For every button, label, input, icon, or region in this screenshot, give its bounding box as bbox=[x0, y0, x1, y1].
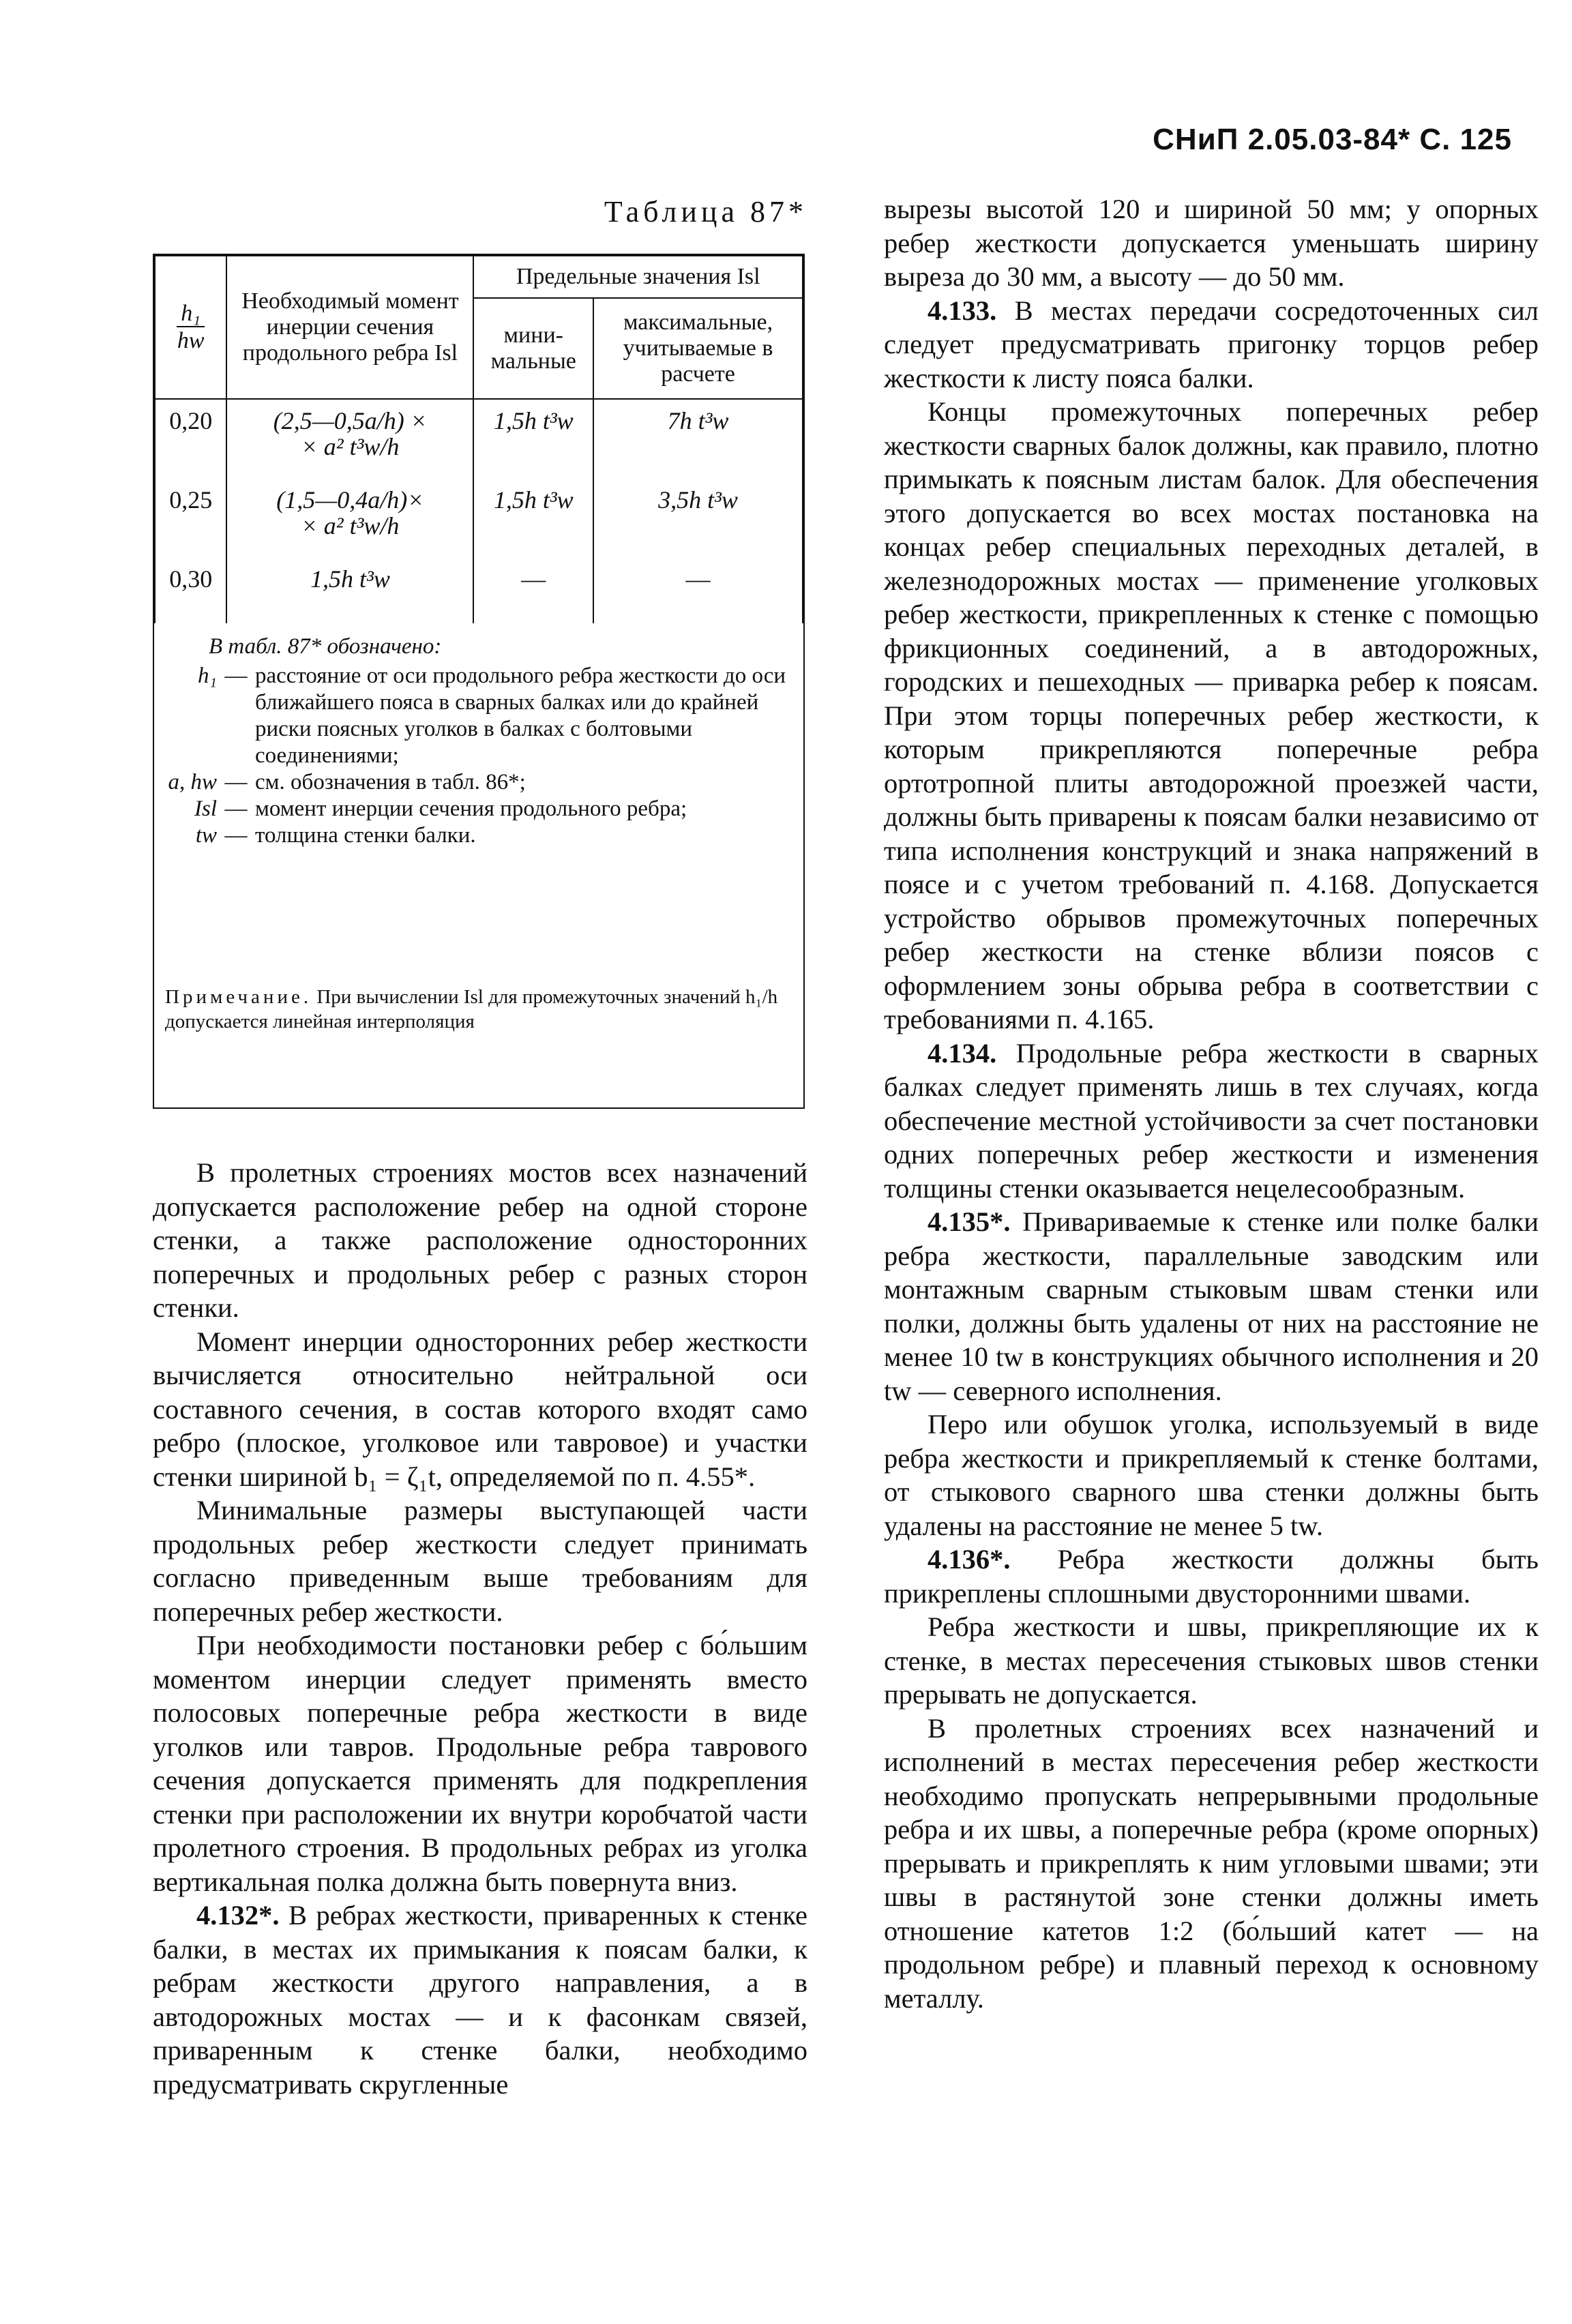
clause-number: 4.132*. bbox=[196, 1900, 280, 1931]
moment-value bbox=[226, 399, 473, 484]
clause-number: 4.136*. bbox=[928, 1544, 1011, 1575]
moment-line-1: 1,5h t³w bbox=[310, 565, 390, 593]
moment-line-1: (2,5—0,5a/h) × bbox=[273, 407, 428, 434]
legend-text: момент инерции сечения продольного ребра; bbox=[255, 796, 687, 821]
clause-text: Привариваемые к стенке или полке балки ребра жесткости, параллельные заводским или монтажным сварным стыковым швам стенки или полки, должны быть удалены от них на расстояние не менее 10 tw в конструкциях обычного исполнения и 20 tw — северного исполнения. bbox=[884, 1206, 1539, 1406]
table-row bbox=[155, 484, 803, 563]
moment-line-2: × a² t³w/h bbox=[301, 433, 400, 460]
table-row bbox=[155, 399, 803, 484]
clause-text: Ребра жесткости должны быть прикреплены сплошными двусторонними швами. bbox=[884, 1544, 1539, 1609]
moment-line-1: (1,5—0,4a/h)× bbox=[276, 486, 424, 513]
clause-number: 4.135*. bbox=[928, 1206, 1011, 1237]
paragraph: В пролетных строениях всех назначений и исполнений в местах пересечения ребер жесткости необходимо пропускать непрерывными продольные ребра и их швы, а поперечные ребра (кроме опорных) прерывать и прикреплять к ним угловыми швами; эти швы в растянутой зоне стенки должны иметь отношение катетов 1:2 (бо́льший катет — на продольном ребре) и плавный переход к основному металлу. bbox=[884, 1712, 1539, 2014]
legend-symbol: a, hw bbox=[168, 770, 217, 794]
clause-number: 4.134. bbox=[928, 1037, 997, 1069]
legend-item: a, hw — см. обозначения в табл. 86*; bbox=[154, 769, 803, 796]
ratio-numerator: h₁ bbox=[177, 301, 205, 327]
clause-number: 4.133. bbox=[928, 295, 997, 326]
header-ratio-cell bbox=[155, 256, 226, 399]
header-moment-cell: Необходимый момент инерции сечения продольного ребра Isl bbox=[226, 256, 473, 399]
clause-4-136 bbox=[884, 1543, 1539, 1610]
header-max-cell: максимальные, учитываемые в расчете bbox=[593, 298, 803, 399]
legend-item: tw — толщина стенки балки. bbox=[154, 822, 803, 849]
clause-4-134 bbox=[884, 1037, 1539, 1206]
paragraph: В пролетных строениях мостов всех назначений допускается расположение ребер на одной стороне стенки, а также расположение односторонних поперечных и продольных ребер с разных сторон стенки. bbox=[153, 1157, 807, 1323]
ratio-denominator: hw bbox=[177, 328, 205, 353]
note-text: При вычислении Isl для промежуточных значений h₁/h допускается линейная интерполяция bbox=[165, 986, 778, 1032]
table-row bbox=[155, 563, 803, 623]
table-87 bbox=[154, 255, 803, 623]
moment-value bbox=[226, 484, 473, 563]
table-note bbox=[154, 985, 799, 1034]
paragraph: Ребра жесткости и швы, прикрепляющие их к стенке, в местах пересечения стыковых швов стенки прерывать не допускается. bbox=[884, 1611, 1539, 1710]
paragraph: Концы промежуточных поперечных ребер жесткости сварных балок должны, как правило, плотно примыкать к поясным листам балок. Для обеспечения этого допускается во всех мостах постановка на концах ребер специальных переходных деталей, в железнодорожных мостах — применение уголковых ребер жесткости, прикрепленных к стенке с помощью фрикционных соединений, а в автодорожных, городских и пешеходных — приварка ребер к поясам. При этом торцы поперечных ребер жесткости, к которым прикрепляются поперечные ребра ортотропной плиты автодорожной проезжей части, должны быть приварены к поясам балки независимо от типа исполнения конструкций и знака напряжений в поясе и с учетом требований п. 4.168. Допускается устройство обрывов промежуточных поперечных ребер жесткости на стенке вблизи поясов с оформлением зоны обрыва ребра в соответствии с требованиями п. 4.165. bbox=[884, 396, 1539, 1034]
clause-4-135 bbox=[884, 1205, 1539, 1407]
paragraph: Минимальные размеры выступающей части продольных ребер жесткости следует принимать согласно приведенным выше требованиям для поперечных ребер жесткости. bbox=[153, 1495, 807, 1627]
min-value: — bbox=[473, 563, 593, 623]
table-87-frame bbox=[153, 254, 805, 1109]
moment-value bbox=[226, 563, 473, 623]
right-column bbox=[884, 192, 1539, 2015]
ratio-fraction bbox=[177, 300, 205, 355]
legend-text: см. обозначения в табл. 86*; bbox=[255, 770, 526, 794]
table-legend bbox=[154, 634, 803, 849]
paragraph: вырезы высотой 120 и шириной 50 мм; у опорных ребер жесткости допускается уменьшать ширину выреза до 30 мм, а высоту — до 50 мм. bbox=[884, 194, 1539, 292]
legend-text: расстояние от оси продольного ребра жесткости до оси ближайшего пояса в сварных балках или до крайней риски поясных уголков в балках с болтовыми соединениями; bbox=[255, 664, 786, 768]
ratio-value: 0,30 bbox=[155, 563, 226, 623]
ratio-value: 0,20 bbox=[155, 399, 226, 484]
clause-text: В ребрах жесткости, приваренных к стенке балки, в местах их примыкания к поясам балки, к ребрам жесткости другого направления, а в автодорожных мостах — и к фасонкам связей, приваренным к стенке балки, необходимо предусматривать скругленные bbox=[153, 1900, 808, 2100]
header-limits-group: Предельные значения Isl bbox=[473, 256, 803, 298]
min-value: 1,5h t³w bbox=[473, 484, 593, 563]
legend-symbol: tw bbox=[195, 823, 217, 848]
legend-item: h₁ — расстояние от оси продольного ребра жесткости до оси ближайшего пояса в сварных балках или до крайней риски поясных уголков в балках с болтовыми соединениями; bbox=[154, 663, 803, 769]
max-value: 3,5h t³w bbox=[593, 484, 803, 563]
legend-item: Isl — момент инерции сечения продольного ребра; bbox=[154, 796, 803, 822]
header-min-cell: мини-мальные bbox=[473, 298, 593, 399]
max-value: — bbox=[593, 563, 803, 623]
note-label: Примечание. bbox=[165, 986, 312, 1008]
clause-4-133 bbox=[884, 294, 1539, 396]
ratio-value: 0,25 bbox=[155, 484, 226, 563]
paragraph: При необходимости постановки ребер с бо́льшим моментом инерции следует применять вместо полосовых поперечные ребра жесткости в виде уголков или тавров. Продольные ребра таврового сечения допускается применять для подкрепления стенки при расположении их внутри коробчатой части пролетного строения. В продольных ребрах из уголка вертикальная полка должна быть повернута вниз. bbox=[153, 1630, 807, 1897]
moment-line-2: × a² t³w/h bbox=[301, 512, 400, 539]
legend-symbol: h₁ bbox=[198, 664, 217, 688]
legend-text: толщина стенки балки. bbox=[255, 823, 476, 848]
max-value: 7h t³w bbox=[593, 399, 803, 484]
legend-title: В табл. 87* обозначено: bbox=[209, 634, 442, 659]
paragraph: Момент инерции односторонних ребер жесткости вычисляется относительно нейтральной оси составного сечения, в состав которого входят само ребро (плоское, уголковое или тавровое) и участки стенки шириной b₁ = ζ₁t, определяемой по п. 4.55*. bbox=[153, 1326, 807, 1492]
table-caption: Таблица 87* bbox=[604, 195, 807, 228]
legend-symbol: Isl bbox=[194, 796, 217, 821]
left-column bbox=[153, 1156, 807, 2101]
running-header: СНиП 2.05.03-84* С. 125 bbox=[1153, 123, 1512, 156]
paragraph: Перо или обушок уголка, используемый в виде ребра жесткости и прикрепляемый к стенке болтами, от стыкового сварного шва стенки должны быть удалены на расстояние не менее 5 tw. bbox=[884, 1409, 1539, 1541]
clause-text: Продольные ребра жесткости в сварных балках следует применять лишь в тех случаях, когда обеспечение местной устойчивости за счет постановки одних поперечных ребер жесткости и изменения толщины стенки оказывается нецелесообразным. bbox=[884, 1037, 1539, 1204]
min-value: 1,5h t³w bbox=[473, 399, 593, 484]
clause-4-132 bbox=[153, 1898, 807, 2101]
clause-text: В местах передачи сосредоточенных сил следует предусматривать пригонку торцов ребер жесткости к листу пояса балки. bbox=[884, 295, 1539, 393]
